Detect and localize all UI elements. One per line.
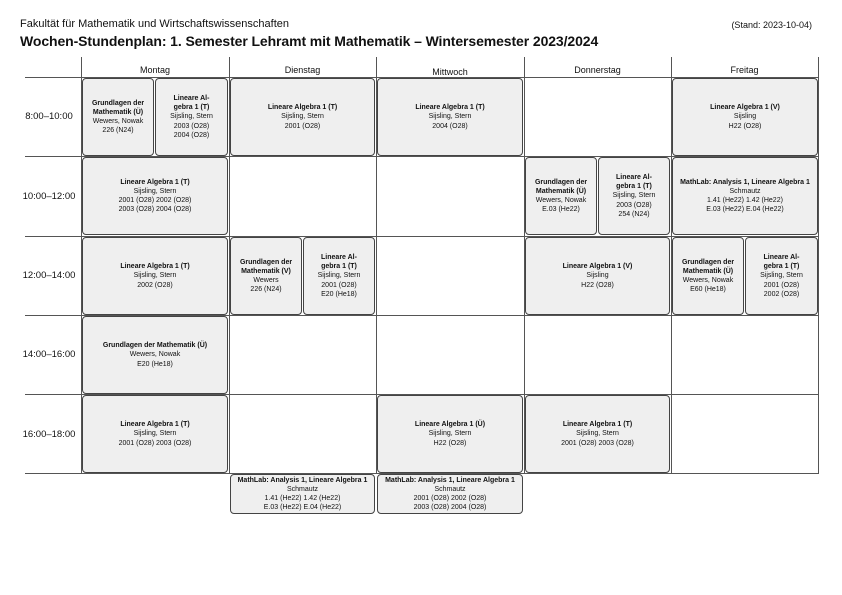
course-title: Grundlagen der Mathematik (Ü): [102, 342, 208, 350]
course-title: Lineare Algebra 1 (Ü): [414, 421, 486, 429]
course-event: [745, 237, 818, 315]
course-title: Lineare Algebra 1 (T): [120, 178, 190, 186]
course-event: [672, 78, 818, 156]
course-title: Lineare Algebra 1 (T): [120, 263, 190, 271]
course-room: 1.41 (He22) 1.42 (He22): [264, 495, 341, 502]
course-room: 2001 (O28) 2003 (O28): [118, 439, 192, 447]
course-title: Mathematik (Ü): [682, 267, 734, 275]
course-title: Lineare Al-: [763, 253, 800, 261]
course-event: [525, 157, 597, 235]
course-lecturer: Sijsling, Stern: [428, 430, 472, 438]
course-event: [303, 237, 375, 315]
course-room: 2001 (O28): [321, 281, 357, 289]
course-room: 2001 (O28) 2002 (O28): [118, 197, 192, 204]
course-lecturer: Wewers, Nowak: [535, 197, 587, 204]
course-lecturer: Wewers, Nowak: [682, 277, 734, 284]
course-room: 2002 (O28): [137, 281, 173, 289]
course-event: [377, 78, 523, 156]
day-header-mittwoch: Mittwoch: [432, 67, 468, 77]
course-lecturer: Wewers, Nowak: [92, 118, 144, 125]
grid-line: [818, 57, 819, 473]
course-event: [525, 237, 670, 315]
course-room: 2004 (O28): [432, 122, 468, 130]
course-lecturer: Sijsling, Stern: [170, 113, 213, 121]
course-lecturer: Sijsling, Stern: [576, 430, 619, 438]
course-lecturer: Wewers: [253, 277, 279, 284]
course-title: MathLab: Analysis 1, Lineare Algebra 1: [385, 476, 515, 484]
course-lecturer: Schmautz: [286, 485, 319, 493]
course-event: [230, 237, 302, 315]
time-label: 8:00–10:00: [25, 111, 73, 122]
course-room: E.03 (He22): [542, 206, 580, 214]
course-title: Mathematik (Ü): [92, 108, 144, 116]
course-title: Mathematik (Ü): [535, 187, 587, 195]
course-title: Lineare Algebra 1 (V): [562, 263, 633, 271]
course-event: [672, 157, 818, 235]
course-title: Mathematik (V): [241, 267, 291, 275]
course-lecturer: Sijsling: [733, 113, 757, 121]
course-room: E.03 (He22) E.04 (He22): [263, 504, 342, 512]
day-header-freitag: Freitag: [730, 65, 759, 75]
course-lecturer: Schmautz: [434, 485, 466, 493]
course-title: Lineare Al-: [616, 173, 652, 181]
course-event: [82, 78, 154, 156]
course-lecturer: Sijsling, Stern: [612, 192, 656, 200]
course-lecturer: Schmautz: [729, 187, 761, 195]
course-title: Grundlagen der: [239, 258, 293, 266]
course-event: [82, 157, 228, 235]
course-room: 2003 (O28) 2004 (O28): [118, 206, 192, 214]
course-title: Grundlagen der: [91, 99, 145, 107]
page-title: Wochen-Stundenplan: 1. Semester Lehramt mit Mathematik – Wintersemester 2023/2024: [20, 33, 599, 49]
course-title: gebra 1 (T): [321, 263, 357, 271]
course-event: [525, 395, 670, 473]
course-room: E60 (He18): [690, 286, 726, 294]
course-lecturer: Sijsling, Stern: [760, 272, 803, 280]
course-lecturer: Sijsling, Stern: [133, 272, 177, 280]
course-title: MathLab: Analysis 1, Lineare Algebra 1: [237, 476, 368, 484]
time-label: 16:00–18:00: [22, 429, 76, 440]
course-room: 2001 (O28) 2003 (O28): [561, 439, 634, 447]
course-event: [82, 237, 228, 315]
course-room: 2003 (O28): [173, 122, 210, 130]
course-lecturer: Sijsling, Stern: [133, 187, 177, 195]
course-room: 2004 (O28): [173, 131, 210, 139]
course-title: gebra 1 (T): [763, 263, 800, 271]
course-event: [377, 474, 523, 514]
course-event: [155, 78, 228, 156]
course-title: Lineare Al-: [173, 94, 210, 102]
course-room: 2003 (O28): [616, 201, 652, 209]
course-room: E.03 (He22) E.04 (He22): [706, 206, 784, 214]
course-room: 1.41 (He22) 1.42 (He22): [707, 197, 783, 204]
course-event: [598, 157, 670, 235]
course-event: [672, 237, 744, 315]
course-lecturer: Sijsling, Stern: [133, 430, 177, 438]
course-title: Grundlagen der: [534, 178, 588, 186]
course-room: H22 (O28): [581, 281, 614, 289]
faculty-name: Fakultät für Mathematik und Wirtschaftswissenschaften: [20, 18, 289, 30]
course-title: Grundlagen der: [681, 258, 735, 266]
time-label: 14:00–16:00: [22, 349, 76, 360]
course-room: H22 (O28): [433, 439, 467, 447]
course-room: 2001 (O28): [284, 122, 321, 130]
course-room: 226 (N24): [250, 286, 282, 294]
course-room: E20 (He18): [321, 290, 357, 298]
course-room: 2003 (O28) 2004 (O28): [413, 504, 487, 512]
course-lecturer: Sijsling, Stern: [428, 113, 472, 121]
course-title: Lineare Algebra 1 (T): [120, 421, 190, 429]
course-room: E20 (He18): [137, 360, 173, 368]
course-title: MathLab: Analysis 1, Lineare Algebra 1: [680, 178, 810, 186]
course-title: Lineare Algebra 1 (T): [267, 104, 338, 112]
course-event: [230, 78, 375, 156]
time-label: 10:00–12:00: [22, 191, 76, 202]
course-title: gebra 1 (T): [616, 183, 652, 191]
day-header-donnerstag: Donnerstag: [574, 65, 621, 75]
status-date: (Stand: 2023-10-04): [731, 20, 812, 30]
time-label: 12:00–14:00: [22, 270, 76, 281]
course-title: Lineare Algebra 1 (T): [562, 421, 633, 429]
course-lecturer: Sijsling, Stern: [317, 272, 361, 280]
course-title: Lineare Algebra 1 (T): [415, 104, 485, 112]
course-lecturer: Wewers, Nowak: [129, 351, 181, 359]
course-lecturer: Sijsling: [586, 272, 609, 280]
course-title: Lineare Algebra 1 (V): [710, 104, 780, 112]
course-title: gebra 1 (T): [173, 104, 210, 112]
course-lecturer: Sijsling, Stern: [281, 113, 324, 121]
course-event: [230, 474, 375, 514]
day-header-montag: Montag: [139, 65, 171, 75]
course-room: 254 (N24): [618, 210, 650, 218]
course-room: 226 (N24): [102, 127, 134, 135]
course-room: 2002 (O28): [763, 290, 800, 298]
course-event: [377, 395, 523, 473]
course-room: 2001 (O28) 2002 (O28): [413, 495, 487, 502]
course-event: [82, 395, 228, 473]
course-title: Lineare Al-: [321, 253, 357, 261]
day-header-dienstag: Dienstag: [284, 65, 321, 75]
course-event: [82, 316, 228, 394]
course-room: 2001 (O28): [763, 281, 800, 289]
course-room: H22 (O28): [728, 122, 762, 130]
